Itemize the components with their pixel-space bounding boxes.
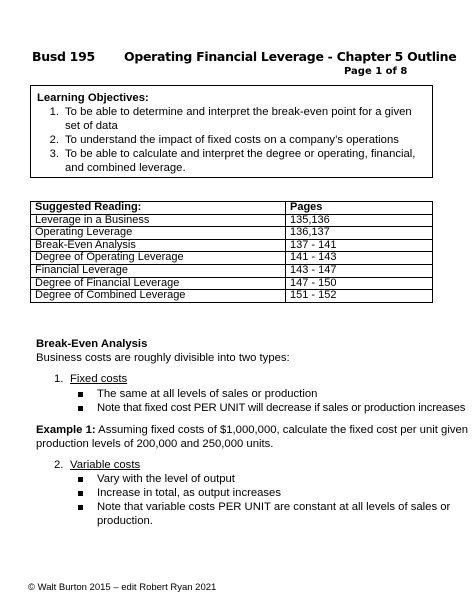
objective-text: To be able to calculate and interpret the degree or operating, financial, and combined leverage.	[65, 148, 416, 174]
table-header-pages: Pages	[286, 202, 433, 215]
objective-item	[37, 147, 426, 175]
example-text-1: Assuming fixed costs of $1,000,000, calculate the fixed cost per unit given	[95, 424, 469, 436]
bullet-continuation: production.	[97, 515, 153, 527]
learning-objectives-box	[30, 85, 433, 178]
variable-costs-number: 2.	[54, 459, 64, 471]
table-header-reading: Suggested Reading:	[31, 202, 286, 215]
table-cell: Leverage in a Business	[31, 214, 286, 227]
table-row	[31, 227, 433, 240]
table-cell: Degree of Combined Leverage	[31, 290, 286, 303]
table-cell: 137 - 141	[286, 239, 433, 252]
bullet-text: The same at all levels of sales or production	[97, 388, 318, 400]
example-label: Example 1:	[36, 424, 96, 436]
example-text-2: production levels of 200,000 and 250,000 units.	[36, 438, 274, 450]
bullet-icon	[78, 406, 83, 411]
table-cell: 151 - 152	[286, 290, 433, 303]
table-cell: Financial Leverage	[31, 264, 286, 277]
bullet-item	[78, 486, 458, 500]
section-heading: Break-Even Analysis	[36, 338, 148, 350]
objective-item	[37, 133, 426, 147]
bullet-icon	[78, 477, 83, 482]
table-row	[31, 290, 433, 303]
bullet-icon	[78, 392, 83, 397]
objective-number: 3.	[49, 148, 59, 160]
objective-number: 1.	[49, 106, 59, 118]
bullet-icon	[78, 491, 83, 496]
objective-text: To understand the impact of fixed costs on a company’s operations	[65, 134, 399, 146]
example-1	[36, 423, 468, 437]
table-row	[31, 277, 433, 290]
document-title: Operating Financial Leverage - Chapter 5 Outline	[124, 49, 457, 64]
course-code: Busd 195	[32, 49, 95, 64]
bullet-text: Note that fixed cost PER UNIT will decrease if sales or production increases	[97, 402, 466, 414]
table-cell: Operating Leverage	[31, 227, 286, 240]
bullet-item	[78, 401, 468, 415]
table-cell: 143 - 147	[286, 264, 433, 277]
bullet-item	[78, 387, 458, 401]
objective-item	[37, 105, 426, 133]
table-row	[31, 214, 433, 227]
table-cell: 135,136	[286, 214, 433, 227]
objective-text: To be able to determine and interpret the break-even point for a given set of data	[65, 106, 412, 132]
table-cell: Degree of Operating Leverage	[31, 252, 286, 265]
suggested-reading-table	[30, 201, 433, 303]
table-row	[31, 239, 433, 252]
table-cell: 136,137	[286, 227, 433, 240]
table-row	[31, 252, 433, 265]
bullet-item	[78, 472, 458, 486]
section-intro: Business costs are roughly divisible into two types:	[36, 352, 290, 364]
copyright-footer: © Walt Burton 2015 – edit Robert Ryan 2021	[28, 582, 217, 593]
bullet-item	[78, 500, 458, 514]
table-cell: 147 - 150	[286, 277, 433, 290]
bullet-text: Note that variable costs PER UNIT are constant at all levels of sales or	[97, 501, 451, 513]
table-cell: Degree of Financial Leverage	[31, 277, 286, 290]
bullet-text: Increase in total, as output increases	[97, 487, 281, 499]
page-number: Page 1 of 8	[344, 66, 408, 77]
bullet-text: Vary with the level of output	[97, 473, 235, 485]
table-cell: Break-Even Analysis	[31, 239, 286, 252]
table-row	[31, 264, 433, 277]
variable-costs-label: Variable costs	[70, 459, 141, 471]
objectives-heading: Learning Objectives:	[37, 92, 149, 104]
bullet-icon	[78, 505, 83, 510]
table-cell: 141 - 143	[286, 252, 433, 265]
fixed-costs-number: 1.	[54, 373, 64, 385]
table-header-row	[31, 202, 433, 215]
objectives-list	[37, 105, 426, 175]
objective-number: 2.	[49, 134, 59, 146]
fixed-costs-label: Fixed costs	[70, 373, 128, 385]
